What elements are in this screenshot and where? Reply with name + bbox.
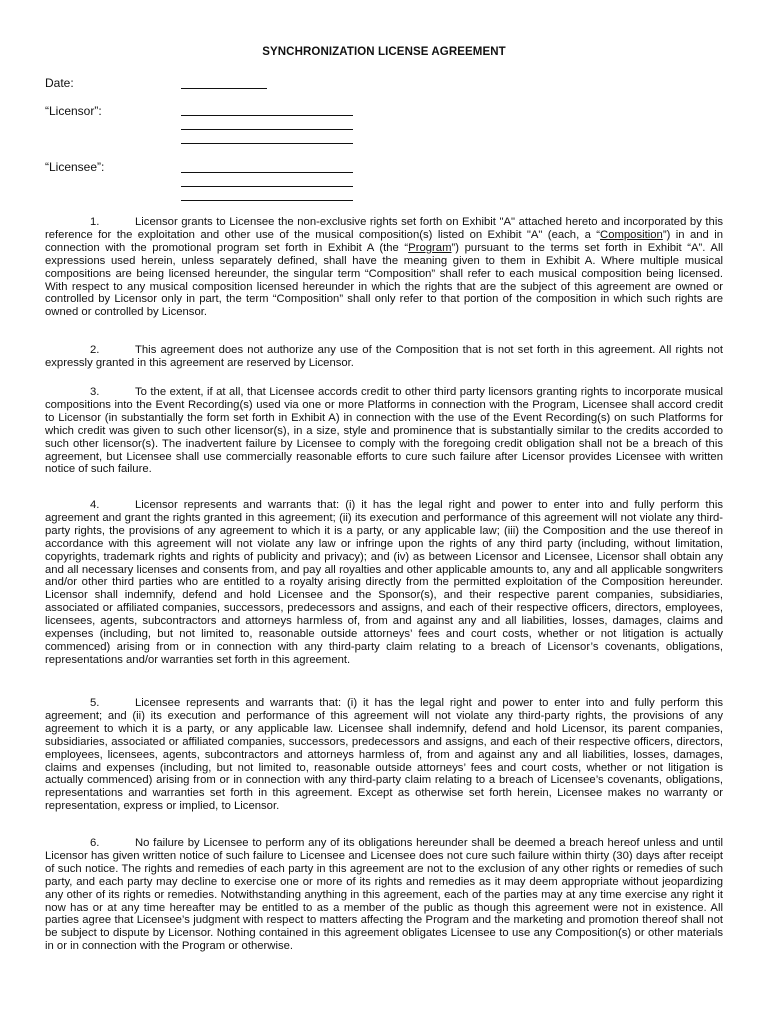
- licensee-blank-line: [181, 200, 353, 201]
- paragraph-text: ”) in and in connection with the promotional program set forth in Exhibit A (the “: [45, 228, 723, 254]
- licensee-blank-line: [181, 172, 353, 173]
- paragraph-text: Licensor represents and warrants that: (i) it has the legal right and power to enter into and fully perform this agreement and grant the rights granted in this agreement; (ii) its execution and performance of this agreement will not violate any third-party rights, the provisions of any agreement to which it is a party, or any applicable law; (iii) the Composition and the use thereof in accordance with this agreement will not violate any law or infringe upon the rights of any third party (including, without limitation, copyrights, trademark rights and rights of publicity and privacy); and (iv) as between Licensor and Licensee, Licensor shall obtain any and all necessary licenses and consents from, and pay all royalties and other applicable amounts to, any and all applicable songwriters and/or other third parties who are entitled to a royalty arising directly from the permitted exploitation of the Composition hereunder. Licensor shall indemnify, defend and hold Licensee and the Sponsor(s), and their respective parent companies, subsidiaries, associated or affiliated companies, successors, predecessors and assigns, and each of their respective officers, directors, employees, licensees, agents, subcontractors and attorneys harmless of, from and against any and all liabilities, losses, damages, claims and expenses (including, but not limited to, reasonable outside attorneys’ fees and court costs, whether or not litigation is actually commenced) arising from or in connection with any third-party claim relating to a breach of Licensor’s covenants, obligations, representations and/or warranties set forth in this agreement.: [45, 499, 723, 666]
- paragraph-number: 4.: [90, 499, 100, 511]
- licensor-blank-line: [181, 143, 353, 144]
- document-title: SYNCHRONIZATION LICENSE AGREEMENT: [262, 46, 506, 58]
- date-blank-line: [181, 88, 267, 89]
- paragraph-number: 6.: [90, 837, 100, 849]
- paragraph-text: Licensor grants to Licensee the non-exclusive rights set forth on Exhibit "A" attached hereto and incorporated by this reference for the exploitation and other use of the musical composition(s) listed on Exhibit "A" (each, a “: [45, 216, 723, 241]
- defined-term-program: Program: [408, 241, 452, 254]
- paragraph-text: No failure by Licensee to perform any of its obligations hereunder shall be deemed a breach hereof unless and until Licensor has given written notice of such failure to Licensee and Licensee does not cure such failure within thirty (30) days after receipt of such notice. The rights and remedies of each party in this agreement are not to the exclusion of any other rights or remedies of such party, and each party may decline to exercise one or more of its rights and remedies as it may deem appropriate without jeopardizing any other of its rights or remedies. Notwithstanding anything in this agreement, each of the parties may at any time exercise any right it now has or at any time hereafter may be entitled to as a member of the public as though this agreement were not in existence. All parties agree that Licensee’s judgment with respect to matters affecting the Program and the marketing and promotion thereof shall not be subject to dispute by Licensor. Nothing contained in this agreement obligates Licensee to use any Composition(s) or other materials in or in connection with the Program or otherwise.: [45, 837, 723, 953]
- paragraph-5: [45, 697, 723, 813]
- paragraph-3: [45, 386, 723, 476]
- paragraph-number: 2.: [90, 344, 100, 356]
- licensee-blank-line: [181, 186, 353, 187]
- licensee-label: “Licensee”:: [45, 160, 105, 174]
- licensor-blank-line: [181, 115, 353, 116]
- paragraph-2: [45, 344, 723, 370]
- licensor-blank-line: [181, 129, 353, 130]
- paragraph-4: [45, 499, 723, 667]
- paragraph-text: Licensee represents and warrants that: (i) it has the legal right and power to enter into and fully perform this agreement; and (ii) its execution and performance of this agreement will not violate any third-party rights, the provisions of any agreement to which it is a party, or any applicable law. Licensee shall indemnify, defend and hold Licensor, its parent companies, subsidiaries, associated or affiliated companies, successors, predecessors and assigns, and each of their respective officers, directors, employees, licensees, agents, subcontractors and attorneys harmless of, from and against any and all liabilities, losses, damages, claims and expenses (including, but not limited to, reasonable outside attorneys’ fees and court costs, whether or not litigation is actually commenced) arising from or in connection with any third-party claim relating to a breach of Licensee’s covenants, obligations, representations and warranties set forth in this agreement. Except as otherwise set forth herein, Licensee makes no warranty or representation, express or implied, to Licensor.: [45, 697, 723, 813]
- paragraph-text: ”) pursuant to the terms set forth in Exhibit “A”. All expressions used herein, unless separately defined, shall have the meaning given to them in Exhibit A. Where multiple musical compositions are being licensed hereunder, the singular term “Composition” shall refer to each musical composition being licensed. With respect to any musical composition licensed hereunder in which the rights that are the subject of this agreement are owned or controlled by Licensor only in part, the term “Composition” shall only refer to that portion of the composition in which such rights are owned or controlled by Licensor.: [45, 241, 723, 319]
- licensor-label: “Licensor”:: [45, 104, 102, 118]
- paragraph-1: [45, 216, 723, 319]
- paragraph-text: To the extent, if at all, that Licensee accords credit to other third party licensors granting rights to incorporate musical compositions into the Event Recording(s) used via one or more Platforms in connection with the Program, Licensee shall accord credit to Licensor (in substantially the form set forth in Exhibit A) in connection with the use of the Event Recording(s) on such Platforms for which credit was given to such other licensor(s), in a size, style and prominence that is substantially similar to the credits accorded to such other licensor(s). The inadvertent failure by Licensee to comply with the foregoing credit obligation shall not be a breach of this agreement, but Licensee shall use commercially reasonable efforts to cure such failure after Licensor provides Licensee with written notice of such failure.: [45, 386, 723, 476]
- paragraph-number: 3.: [90, 386, 100, 398]
- date-label: Date:: [45, 76, 74, 90]
- paragraph-6: [45, 837, 723, 953]
- defined-term-composition: Composition: [600, 228, 663, 241]
- paragraph-number: 5.: [90, 697, 100, 709]
- paragraph-number: 1.: [90, 216, 100, 228]
- paragraph-text: This agreement does not authorize any use of the Composition that is not set forth in this agreement. All rights not expressly granted in this agreement are reserved by Licensor.: [45, 344, 723, 369]
